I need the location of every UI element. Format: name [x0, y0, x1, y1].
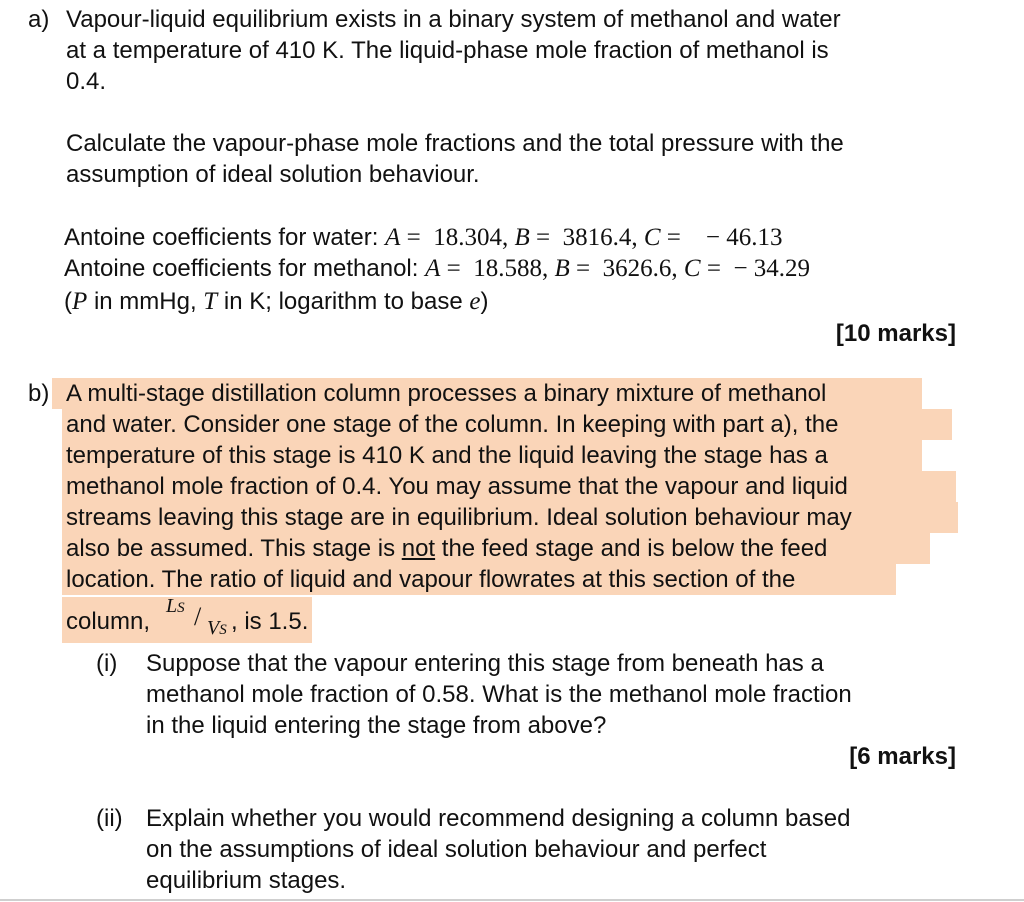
pressure-symbol: P	[72, 288, 88, 315]
part-b-line-5: streams leaving this stage are in equilibrium. Ideal solution behaviour may	[66, 504, 852, 531]
page-bottom-divider	[0, 899, 1024, 901]
part-a-instruction-2: assumption of ideal solution behaviour.	[66, 161, 480, 188]
part-b-line-2: and water. Consider one stage of the column. In keeping with part a), the	[66, 411, 839, 438]
part-a-instruction-1: Calculate the vapour-phase mole fractions and the total pressure with the	[66, 130, 844, 157]
ratio-numerator	[166, 596, 185, 618]
part-b-line-8-pre: column,	[66, 608, 151, 635]
sub-i-label: (i)	[96, 650, 118, 677]
ratio-slash: /	[194, 602, 202, 631]
part-b-line-3: temperature of this stage is 410 K and the liquid leaving the stage has a	[66, 442, 828, 469]
part-a-marks: [10 marks]	[835, 320, 956, 347]
antoine-methanol-line: Antoine coefficients for methanol: A = 18.588, B = 3626.6, C = − 34.29	[64, 255, 811, 282]
antoine-methanol-prefix: Antoine coefficients for methanol:	[64, 255, 426, 282]
part-b-line-7: location. The ratio of liquid and vapour flowrates at this section of the	[66, 566, 796, 593]
methanol-a-value: 18.588,	[473, 255, 549, 282]
part-b-line-8-post: , is 1.5.	[231, 608, 309, 635]
euler-symbol: e	[469, 288, 481, 315]
ratio-denominator-subscript: S	[219, 622, 227, 638]
methanol-b-symbol: B	[554, 255, 570, 282]
part-b-line-4: methanol mole fraction of 0.4. You may assume that the vapour and liquid	[66, 473, 848, 500]
part-a-label: a)	[28, 6, 50, 33]
methanol-c-symbol: C	[683, 255, 701, 282]
sub-i-line-3: in the liquid entering the stage from above?	[146, 712, 607, 739]
water-b-symbol: B	[514, 224, 530, 251]
ratio-denominator	[207, 618, 227, 640]
methanol-a-symbol: A	[425, 255, 441, 282]
water-a-symbol: A	[385, 224, 401, 251]
units-close-paren: )	[480, 288, 489, 315]
part-b-line-1: A multi-stage distillation column processes a binary mixture of methanol	[66, 380, 827, 407]
methanol-b-value: 3626.6,	[602, 255, 678, 282]
water-c-value: − 46.13	[705, 224, 783, 251]
methanol-c-value: − 34.29	[733, 255, 811, 282]
sub-i-line-2: methanol mole fraction of 0.58. What is the methanol mole fraction	[146, 681, 852, 708]
part-b-line-6	[66, 533, 827, 564]
units-pressure-text: in mmHg,	[87, 288, 204, 315]
part-a-line-1: Vapour-liquid equilibrium exists in a binary system of methanol and water	[66, 6, 841, 33]
part-b-not-underlined: not	[401, 535, 436, 562]
part-b-label: b)	[28, 380, 50, 407]
sub-ii-line-2: on the assumptions of ideal solution behaviour and perfect	[146, 836, 767, 863]
water-a-value: 18.304,	[433, 224, 509, 251]
ratio-denominator-symbol: V	[207, 617, 220, 639]
part-a-line-3: 0.4.	[66, 68, 107, 95]
water-c-symbol: C	[643, 224, 661, 251]
sub-ii-line-1: Explain whether you would recommend designing a column based	[146, 805, 851, 832]
water-b-value: 3816.4,	[562, 224, 638, 251]
sub-i-marks: [6 marks]	[849, 743, 956, 770]
part-a-line-2: at a temperature of 410 K. The liquid-phase mole fraction of methanol is	[66, 37, 829, 64]
ratio-numerator-subscript: S	[177, 600, 185, 616]
ratio-numerator-symbol: L	[166, 595, 178, 617]
part-b-line-6-pre: also be assumed. This stage is	[66, 535, 402, 562]
sub-ii-line-3: equilibrium stages.	[146, 867, 347, 894]
temperature-symbol: T	[203, 288, 218, 315]
part-b-line-6-post: the feed stage and is below the feed	[435, 535, 828, 562]
units-note	[64, 286, 488, 317]
sub-i-line-1: Suppose that the vapour entering this stage from beneath has a	[146, 650, 824, 677]
antoine-water-prefix: Antoine coefficients for water:	[64, 224, 386, 251]
units-log-text: in K; logarithm to base	[217, 288, 470, 315]
sub-ii-label: (ii)	[96, 805, 123, 832]
antoine-water-line: Antoine coefficients for water: A = 18.304, B = 3816.4, C = − 46.13	[64, 224, 783, 251]
units-open-paren: (	[64, 288, 72, 315]
